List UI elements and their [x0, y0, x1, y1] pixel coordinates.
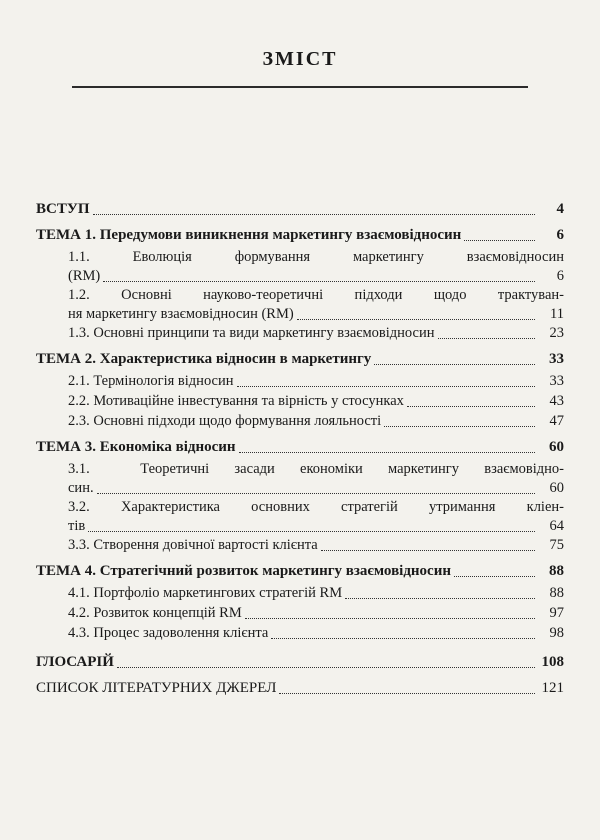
- toc-entry-page: 11: [550, 306, 564, 322]
- toc-entry[interactable]: [36, 679, 564, 698]
- toc-entry[interactable]: [36, 438, 564, 457]
- toc-entry-page: 108: [541, 654, 564, 670]
- toc-entry[interactable]: [36, 562, 564, 581]
- toc-entry-label: ТЕМА 2. Характеристика відносин в маркетингу: [36, 351, 372, 367]
- toc-leader-dots: [297, 307, 535, 320]
- toc-entry-page: 33: [549, 373, 564, 389]
- toc-leader-dots: [88, 519, 535, 532]
- toc-leader-dots: [374, 352, 535, 365]
- toc-entry[interactable]: [36, 372, 564, 391]
- toc-entry-label-line1: 3.1. Теоретичні засади економіки маркетингу взаємовідно-: [68, 461, 564, 477]
- toc-leader-dots: [438, 326, 536, 339]
- toc-entry[interactable]: [36, 248, 564, 286]
- toc-entry[interactable]: [36, 324, 564, 343]
- toc-entry-page: 47: [549, 413, 564, 429]
- toc-entry[interactable]: [36, 536, 564, 555]
- toc-leader-dots: [237, 374, 535, 387]
- toc-entry[interactable]: [36, 392, 564, 411]
- toc-entry-page: 98: [549, 625, 564, 641]
- toc-entry-label-line1: 3.2. Характеристика основних стратегій утримання кліен-: [68, 499, 564, 515]
- toc-entry-page: 88: [549, 563, 564, 579]
- toc-leader-dots: [321, 538, 535, 551]
- toc-leader-dots: [464, 228, 535, 241]
- toc-entry[interactable]: [36, 584, 564, 603]
- toc-leader-dots: [97, 481, 535, 494]
- title-divider: [72, 86, 528, 88]
- toc-entry[interactable]: [36, 498, 564, 536]
- toc-leader-dots: [407, 394, 535, 407]
- toc-leader-dots: [279, 681, 535, 694]
- toc-entry-page: 97: [549, 605, 564, 621]
- toc-entry[interactable]: [36, 412, 564, 431]
- toc-entry-label: ВСТУП: [36, 201, 90, 217]
- toc-entry-label-line2: син.: [68, 480, 94, 496]
- toc-entry-label: 4.3. Процес задоволення клієнта: [68, 625, 269, 641]
- toc-leader-dots: [454, 564, 535, 577]
- toc-entry-label: ГЛОСАРІЙ: [36, 654, 114, 670]
- table-of-contents: [36, 200, 564, 699]
- toc-entry[interactable]: [36, 350, 564, 369]
- toc-entry-label: ТЕМА 3. Економіка відносин: [36, 439, 236, 455]
- toc-entry-label: 2.1. Термінологія відносин: [68, 373, 234, 389]
- toc-entry-label: 4.2. Розвиток концепцій RM: [68, 605, 242, 621]
- toc-entry[interactable]: [36, 200, 564, 219]
- toc-entry[interactable]: [36, 653, 564, 672]
- toc-entry-page: 121: [541, 680, 564, 696]
- toc-entry-page: 23: [549, 325, 564, 341]
- toc-entry-page: 75: [549, 537, 564, 553]
- toc-leader-dots: [239, 440, 535, 453]
- toc-leader-dots: [93, 202, 535, 215]
- toc-entry-label-line2: тів: [68, 518, 86, 534]
- toc-entry-label: 3.3. Створення довічної вартості клієнта: [68, 537, 318, 553]
- toc-entry-page: 43: [549, 393, 564, 409]
- toc-leader-dots: [245, 606, 535, 619]
- toc-entry[interactable]: [36, 286, 564, 324]
- toc-entry-page: 60: [549, 480, 564, 496]
- toc-entry-page: 88: [549, 585, 564, 601]
- toc-leader-dots: [103, 269, 535, 282]
- toc-entry-page: 4: [556, 201, 564, 217]
- toc-entry-page: 60: [549, 439, 564, 455]
- toc-entry-label: 2.2. Мотиваційне інвестування та вірність у стосунках: [68, 393, 404, 409]
- toc-entry-page: 33: [549, 351, 564, 367]
- toc-entry-label: 1.3. Основні принципи та види маркетингу взаємовідносин: [68, 325, 435, 341]
- toc-entry-label: СПИСОК ЛІТЕРАТУРНИХ ДЖЕРЕЛ: [36, 680, 277, 696]
- toc-entry-label-line1: 1.1. Еволюція формування маркетингу взаємовідносин: [68, 249, 564, 265]
- toc-entry-page: 64: [549, 518, 564, 534]
- toc-leader-dots: [384, 414, 535, 427]
- toc-leader-dots: [271, 626, 535, 639]
- toc-entry-label-line1: 1.2. Основні науково-теоретичні підходи щодо трактуван-: [68, 287, 564, 303]
- toc-leader-dots: [345, 586, 535, 599]
- toc-entry[interactable]: [36, 460, 564, 498]
- toc-entry[interactable]: [36, 624, 564, 643]
- toc-entry[interactable]: [36, 226, 564, 245]
- page-title: ЗМІСТ: [262, 48, 338, 70]
- toc-entry-label: ТЕМА 4. Стратегічний розвиток маркетингу взаємовідносин: [36, 563, 452, 579]
- toc-entry-label: 4.1. Портфоліо маркетингових стратегій RM: [68, 585, 343, 601]
- toc-entry-page: 6: [556, 227, 564, 243]
- toc-entry-label: ТЕМА 1. Передумови виникнення маркетингу взаємовідносин: [36, 227, 462, 243]
- toc-entry-label-line2: ня маркетингу взаємовідносин (RM): [68, 306, 294, 322]
- toc-entry-label-line2: (RM): [68, 268, 101, 284]
- toc-leader-dots: [117, 655, 535, 668]
- toc-entry-page: 6: [556, 268, 564, 284]
- toc-entry-label: 2.3. Основні підходи щодо формування лояльності: [68, 413, 382, 429]
- toc-entry[interactable]: [36, 604, 564, 623]
